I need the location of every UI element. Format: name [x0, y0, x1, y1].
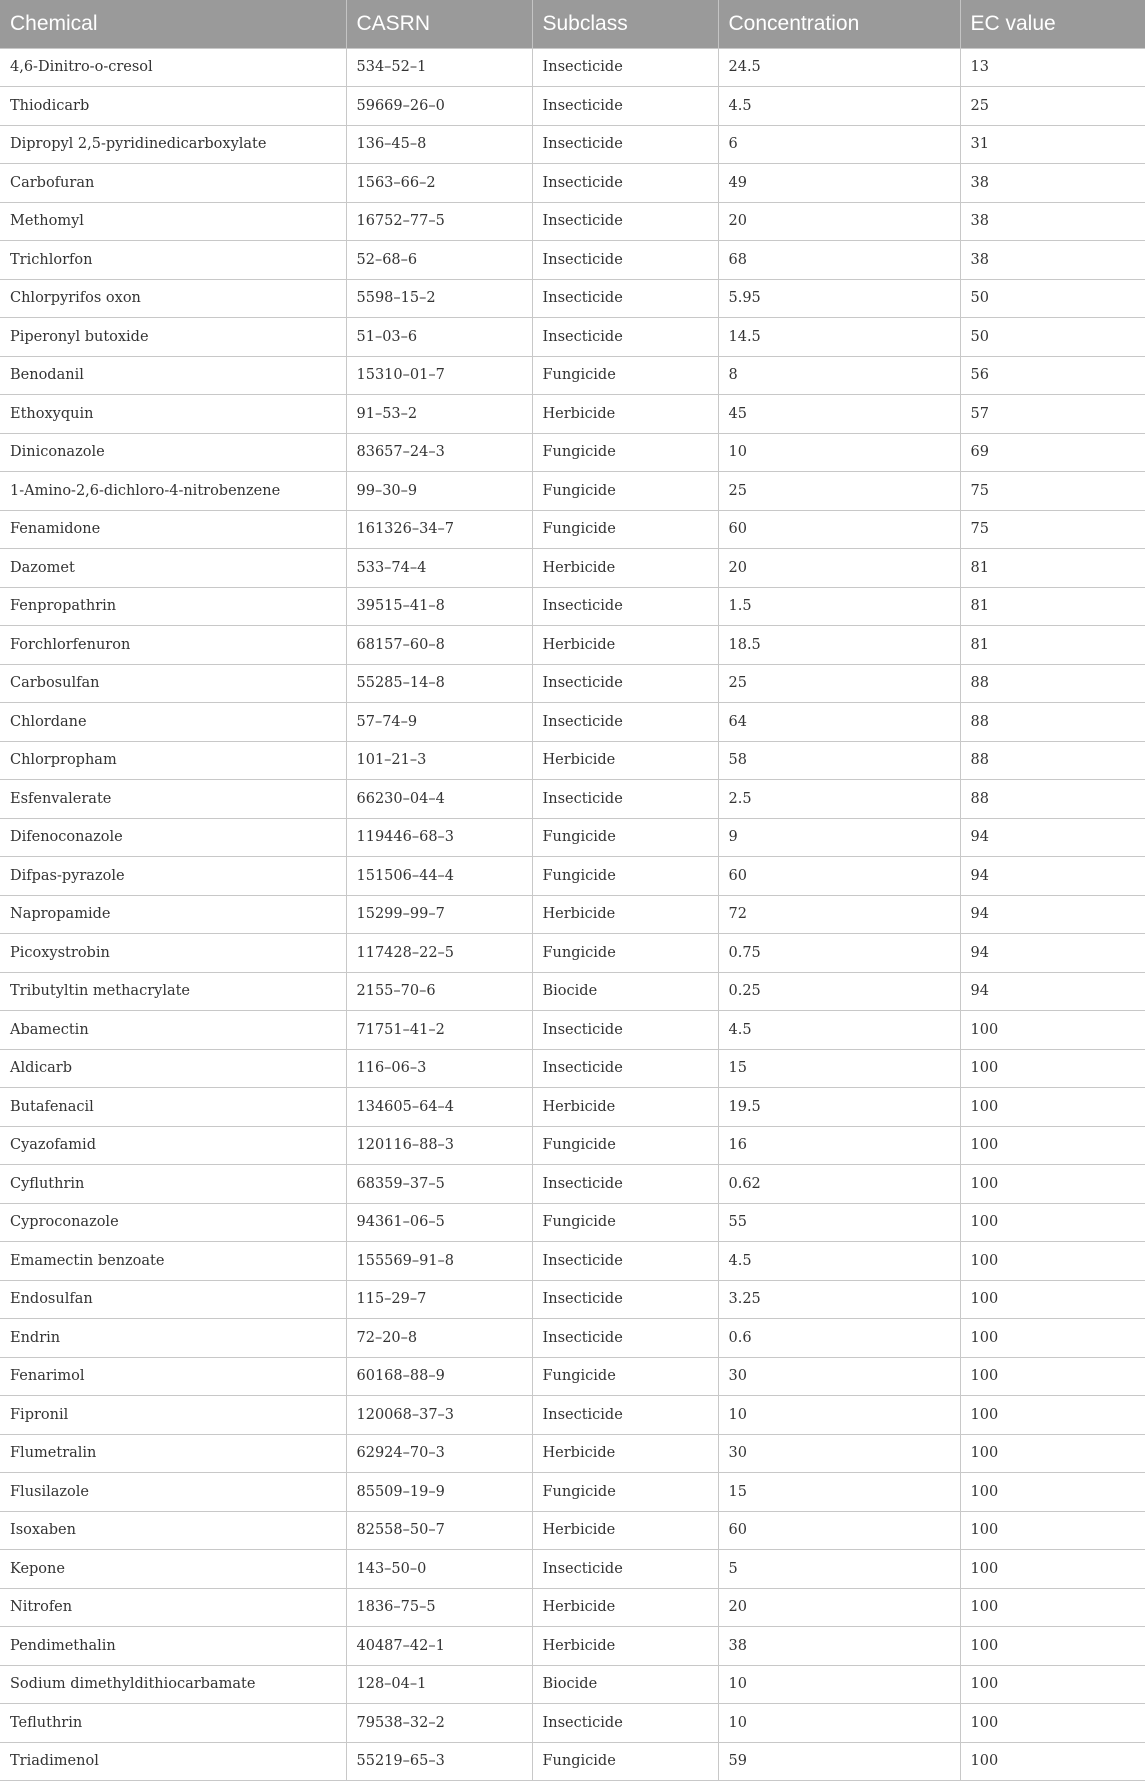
- table-row: [0, 241, 1145, 280]
- table-row: [0, 780, 1145, 819]
- table-row: [0, 472, 1145, 511]
- cell-subclass: Herbicide: [532, 1511, 718, 1550]
- cell-ec-value: 100: [960, 1434, 1145, 1473]
- cell-concentration: 0.62: [718, 1165, 960, 1204]
- cell-concentration: 45: [718, 395, 960, 434]
- table-row: [0, 934, 1145, 973]
- cell-chemical: Fenamidone: [0, 510, 346, 549]
- table-header: [0, 0, 1145, 48]
- cell-ec-value: 100: [960, 1627, 1145, 1666]
- table-row: [0, 549, 1145, 588]
- cell-subclass: Insecticide: [532, 1049, 718, 1088]
- cell-concentration: 5.95: [718, 279, 960, 318]
- table-row: [0, 587, 1145, 626]
- cell-casrn: 120068–37–3: [346, 1396, 532, 1435]
- cell-concentration: 10: [718, 1665, 960, 1704]
- cell-concentration: 59: [718, 1742, 960, 1781]
- cell-concentration: 60: [718, 510, 960, 549]
- cell-concentration: 5: [718, 1550, 960, 1589]
- cell-concentration: 64: [718, 703, 960, 742]
- table-row: [0, 1434, 1145, 1473]
- cell-casrn: 115–29–7: [346, 1280, 532, 1319]
- table-row: [0, 1588, 1145, 1627]
- table-row: [0, 1242, 1145, 1281]
- cell-ec-value: 100: [960, 1049, 1145, 1088]
- cell-chemical: Butafenacil: [0, 1088, 346, 1127]
- cell-ec-value: 100: [960, 1665, 1145, 1704]
- cell-casrn: 1563–66–2: [346, 164, 532, 203]
- cell-subclass: Herbicide: [532, 895, 718, 934]
- cell-casrn: 134605–64–4: [346, 1088, 532, 1127]
- cell-casrn: 15299–99–7: [346, 895, 532, 934]
- cell-concentration: 10: [718, 1704, 960, 1743]
- cell-chemical: Endrin: [0, 1319, 346, 1358]
- cell-subclass: Fungicide: [532, 818, 718, 857]
- cell-chemical: Cyfluthrin: [0, 1165, 346, 1204]
- cell-ec-value: 100: [960, 1165, 1145, 1204]
- cell-casrn: 15310–01–7: [346, 356, 532, 395]
- cell-chemical: Esfenvalerate: [0, 780, 346, 819]
- header-casrn: CASRN: [346, 0, 532, 48]
- cell-casrn: 151506–44–4: [346, 857, 532, 896]
- table-row: [0, 664, 1145, 703]
- cell-subclass: Herbicide: [532, 626, 718, 665]
- header-subclass: Subclass: [532, 0, 718, 48]
- cell-chemical: Triadimenol: [0, 1742, 346, 1781]
- table-row: [0, 1088, 1145, 1127]
- cell-casrn: 99–30–9: [346, 472, 532, 511]
- cell-chemical: Pendimethalin: [0, 1627, 346, 1666]
- cell-subclass: Insecticide: [532, 1319, 718, 1358]
- cell-ec-value: 88: [960, 664, 1145, 703]
- cell-chemical: Piperonyl butoxide: [0, 318, 346, 357]
- cell-concentration: 25: [718, 472, 960, 511]
- cell-casrn: 68157–60–8: [346, 626, 532, 665]
- cell-casrn: 117428–22–5: [346, 934, 532, 973]
- cell-subclass: Insecticide: [532, 202, 718, 241]
- cell-casrn: 60168–88–9: [346, 1357, 532, 1396]
- table-row: [0, 1511, 1145, 1550]
- cell-concentration: 16: [718, 1126, 960, 1165]
- cell-ec-value: 100: [960, 1203, 1145, 1242]
- cell-subclass: Insecticide: [532, 587, 718, 626]
- cell-subclass: Herbicide: [532, 741, 718, 780]
- table-row: [0, 1550, 1145, 1589]
- cell-subclass: Herbicide: [532, 1627, 718, 1666]
- cell-ec-value: 38: [960, 202, 1145, 241]
- table-row: [0, 1011, 1145, 1050]
- cell-subclass: Insecticide: [532, 1396, 718, 1435]
- table-row: [0, 1165, 1145, 1204]
- cell-chemical: Flumetralin: [0, 1434, 346, 1473]
- cell-subclass: Fungicide: [532, 934, 718, 973]
- cell-ec-value: 100: [960, 1588, 1145, 1627]
- cell-casrn: 116–06–3: [346, 1049, 532, 1088]
- cell-ec-value: 100: [960, 1396, 1145, 1435]
- cell-chemical: Diniconazole: [0, 433, 346, 472]
- cell-ec-value: 94: [960, 895, 1145, 934]
- header-chemical: Chemical: [0, 0, 346, 48]
- cell-concentration: 20: [718, 549, 960, 588]
- cell-casrn: 85509–19–9: [346, 1473, 532, 1512]
- cell-subclass: Biocide: [532, 972, 718, 1011]
- cell-ec-value: 56: [960, 356, 1145, 395]
- cell-concentration: 10: [718, 1396, 960, 1435]
- cell-chemical: Abamectin: [0, 1011, 346, 1050]
- cell-chemical: Carbosulfan: [0, 664, 346, 703]
- cell-casrn: 79538–32–2: [346, 1704, 532, 1743]
- cell-subclass: Fungicide: [532, 1742, 718, 1781]
- cell-chemical: Ethoxyquin: [0, 395, 346, 434]
- table-row: [0, 164, 1145, 203]
- cell-concentration: 49: [718, 164, 960, 203]
- cell-casrn: 52–68–6: [346, 241, 532, 280]
- cell-ec-value: 100: [960, 1704, 1145, 1743]
- cell-subclass: Insecticide: [532, 125, 718, 164]
- cell-concentration: 0.25: [718, 972, 960, 1011]
- table-row: [0, 318, 1145, 357]
- cell-chemical: Chlorpyrifos oxon: [0, 279, 346, 318]
- cell-subclass: Fungicide: [532, 356, 718, 395]
- cell-subclass: Fungicide: [532, 1126, 718, 1165]
- table-row: [0, 1319, 1145, 1358]
- cell-chemical: Forchlorfenuron: [0, 626, 346, 665]
- cell-chemical: Benodanil: [0, 356, 346, 395]
- cell-concentration: 20: [718, 202, 960, 241]
- cell-chemical: Trichlorfon: [0, 241, 346, 280]
- cell-subclass: Insecticide: [532, 1550, 718, 1589]
- cell-concentration: 24.5: [718, 48, 960, 87]
- header-ec-value: EC value: [960, 0, 1145, 48]
- cell-ec-value: 38: [960, 164, 1145, 203]
- cell-subclass: Fungicide: [532, 433, 718, 472]
- cell-casrn: 161326–34–7: [346, 510, 532, 549]
- cell-subclass: Insecticide: [532, 1704, 718, 1743]
- cell-ec-value: 57: [960, 395, 1145, 434]
- table-row: [0, 1473, 1145, 1512]
- cell-concentration: 19.5: [718, 1088, 960, 1127]
- cell-concentration: 18.5: [718, 626, 960, 665]
- table-row: [0, 1396, 1145, 1435]
- cell-chemical: Methomyl: [0, 202, 346, 241]
- cell-subclass: Insecticide: [532, 1242, 718, 1281]
- cell-concentration: 30: [718, 1434, 960, 1473]
- header-row: [0, 0, 1145, 48]
- cell-casrn: 1836–75–5: [346, 1588, 532, 1627]
- cell-concentration: 14.5: [718, 318, 960, 357]
- cell-concentration: 4.5: [718, 1011, 960, 1050]
- table-row: [0, 1742, 1145, 1781]
- table-body: [0, 48, 1145, 1781]
- header-concentration: Concentration: [718, 0, 960, 48]
- cell-ec-value: 31: [960, 125, 1145, 164]
- cell-ec-value: 50: [960, 318, 1145, 357]
- cell-chemical: Dazomet: [0, 549, 346, 588]
- cell-subclass: Insecticide: [532, 164, 718, 203]
- cell-casrn: 534–52–1: [346, 48, 532, 87]
- cell-concentration: 55: [718, 1203, 960, 1242]
- cell-casrn: 62924–70–3: [346, 1434, 532, 1473]
- cell-chemical: Emamectin benzoate: [0, 1242, 346, 1281]
- cell-concentration: 15: [718, 1473, 960, 1512]
- cell-subclass: Herbicide: [532, 395, 718, 434]
- table-row: [0, 857, 1145, 896]
- cell-casrn: 59669–26–0: [346, 87, 532, 126]
- cell-chemical: Cyazofamid: [0, 1126, 346, 1165]
- cell-ec-value: 88: [960, 703, 1145, 742]
- cell-concentration: 68: [718, 241, 960, 280]
- cell-ec-value: 100: [960, 1550, 1145, 1589]
- table-row: [0, 1357, 1145, 1396]
- cell-chemical: Tributyltin methacrylate: [0, 972, 346, 1011]
- cell-chemical: Aldicarb: [0, 1049, 346, 1088]
- table-row: [0, 1627, 1145, 1666]
- cell-ec-value: 94: [960, 972, 1145, 1011]
- cell-chemical: Fenarimol: [0, 1357, 346, 1396]
- cell-subclass: Insecticide: [532, 703, 718, 742]
- cell-concentration: 4.5: [718, 1242, 960, 1281]
- cell-concentration: 0.6: [718, 1319, 960, 1358]
- cell-subclass: Insecticide: [532, 664, 718, 703]
- cell-ec-value: 13: [960, 48, 1145, 87]
- cell-chemical: Difpas-pyrazole: [0, 857, 346, 896]
- cell-ec-value: 94: [960, 934, 1145, 973]
- cell-casrn: 136–45–8: [346, 125, 532, 164]
- cell-ec-value: 88: [960, 741, 1145, 780]
- cell-concentration: 6: [718, 125, 960, 164]
- cell-ec-value: 88: [960, 780, 1145, 819]
- cell-casrn: 91–53–2: [346, 395, 532, 434]
- table-row: [0, 741, 1145, 780]
- cell-ec-value: 94: [960, 857, 1145, 896]
- cell-ec-value: 38: [960, 241, 1145, 280]
- cell-subclass: Insecticide: [532, 87, 718, 126]
- cell-casrn: 5598–15–2: [346, 279, 532, 318]
- cell-subclass: Herbicide: [532, 1434, 718, 1473]
- cell-concentration: 4.5: [718, 87, 960, 126]
- cell-concentration: 3.25: [718, 1280, 960, 1319]
- cell-subclass: Insecticide: [532, 318, 718, 357]
- table-row: [0, 87, 1145, 126]
- cell-ec-value: 100: [960, 1319, 1145, 1358]
- cell-chemical: Carbofuran: [0, 164, 346, 203]
- cell-concentration: 2.5: [718, 780, 960, 819]
- cell-casrn: 101–21–3: [346, 741, 532, 780]
- cell-subclass: Fungicide: [532, 1473, 718, 1512]
- cell-casrn: 120116–88–3: [346, 1126, 532, 1165]
- cell-subclass: Herbicide: [532, 549, 718, 588]
- cell-chemical: Cyproconazole: [0, 1203, 346, 1242]
- cell-subclass: Biocide: [532, 1665, 718, 1704]
- cell-subclass: Insecticide: [532, 48, 718, 87]
- table-row: [0, 1704, 1145, 1743]
- cell-casrn: 533–74–4: [346, 549, 532, 588]
- cell-casrn: 68359–37–5: [346, 1165, 532, 1204]
- cell-ec-value: 75: [960, 472, 1145, 511]
- cell-casrn: 83657–24–3: [346, 433, 532, 472]
- cell-casrn: 2155–70–6: [346, 972, 532, 1011]
- table-row: [0, 703, 1145, 742]
- cell-concentration: 20: [718, 1588, 960, 1627]
- table-row: [0, 48, 1145, 87]
- table-row: [0, 1126, 1145, 1165]
- cell-chemical: Chlordane: [0, 703, 346, 742]
- cell-concentration: 60: [718, 857, 960, 896]
- cell-ec-value: 100: [960, 1473, 1145, 1512]
- cell-ec-value: 81: [960, 587, 1145, 626]
- cell-casrn: 16752–77–5: [346, 202, 532, 241]
- cell-chemical: Endosulfan: [0, 1280, 346, 1319]
- cell-chemical: Thiodicarb: [0, 87, 346, 126]
- cell-chemical: Picoxystrobin: [0, 934, 346, 973]
- cell-casrn: 128–04–1: [346, 1665, 532, 1704]
- table-row: [0, 395, 1145, 434]
- cell-ec-value: 100: [960, 1742, 1145, 1781]
- cell-concentration: 15: [718, 1049, 960, 1088]
- cell-casrn: 51–03–6: [346, 318, 532, 357]
- cell-concentration: 58: [718, 741, 960, 780]
- cell-subclass: Insecticide: [532, 1011, 718, 1050]
- cell-casrn: 55219–65–3: [346, 1742, 532, 1781]
- cell-chemical: Kepone: [0, 1550, 346, 1589]
- table-row: [0, 1049, 1145, 1088]
- cell-subclass: Insecticide: [532, 1280, 718, 1319]
- cell-chemical: Dipropyl 2,5-pyridinedicarboxylate: [0, 125, 346, 164]
- cell-subclass: Insecticide: [532, 1165, 718, 1204]
- cell-ec-value: 50: [960, 279, 1145, 318]
- cell-casrn: 72–20–8: [346, 1319, 532, 1358]
- cell-ec-value: 100: [960, 1357, 1145, 1396]
- table-row: [0, 279, 1145, 318]
- cell-subclass: Fungicide: [532, 510, 718, 549]
- cell-chemical: Chlorpropham: [0, 741, 346, 780]
- table-row: [0, 1665, 1145, 1704]
- table-row: [0, 818, 1145, 857]
- cell-chemical: Napropamide: [0, 895, 346, 934]
- cell-casrn: 57–74–9: [346, 703, 532, 742]
- cell-chemical: Sodium dimethyldithiocarbamate: [0, 1665, 346, 1704]
- cell-chemical: Isoxaben: [0, 1511, 346, 1550]
- cell-chemical: Difenoconazole: [0, 818, 346, 857]
- cell-chemical: 4,6-Dinitro-o-cresol: [0, 48, 346, 87]
- cell-concentration: 25: [718, 664, 960, 703]
- table-row: [0, 202, 1145, 241]
- cell-concentration: 38: [718, 1627, 960, 1666]
- table-row: [0, 895, 1145, 934]
- cell-chemical: Flusilazole: [0, 1473, 346, 1512]
- cell-ec-value: 25: [960, 87, 1145, 126]
- cell-chemical: 1-Amino-2,6-dichloro-4-nitrobenzene: [0, 472, 346, 511]
- cell-ec-value: 81: [960, 549, 1145, 588]
- table-row: [0, 356, 1145, 395]
- cell-concentration: 9: [718, 818, 960, 857]
- cell-ec-value: 81: [960, 626, 1145, 665]
- cell-ec-value: 100: [960, 1011, 1145, 1050]
- cell-subclass: Fungicide: [532, 857, 718, 896]
- cell-chemical: Nitrofen: [0, 1588, 346, 1627]
- cell-concentration: 1.5: [718, 587, 960, 626]
- cell-casrn: 119446–68–3: [346, 818, 532, 857]
- cell-ec-value: 100: [960, 1280, 1145, 1319]
- cell-subclass: Insecticide: [532, 780, 718, 819]
- cell-concentration: 0.75: [718, 934, 960, 973]
- cell-subclass: Fungicide: [532, 1203, 718, 1242]
- cell-casrn: 55285–14–8: [346, 664, 532, 703]
- cell-casrn: 40487–42–1: [346, 1627, 532, 1666]
- cell-casrn: 39515–41–8: [346, 587, 532, 626]
- cell-ec-value: 100: [960, 1126, 1145, 1165]
- cell-chemical: Fenpropathrin: [0, 587, 346, 626]
- cell-subclass: Insecticide: [532, 241, 718, 280]
- cell-subclass: Fungicide: [532, 472, 718, 511]
- cell-concentration: 30: [718, 1357, 960, 1396]
- cell-ec-value: 100: [960, 1088, 1145, 1127]
- cell-ec-value: 100: [960, 1511, 1145, 1550]
- table-row: [0, 125, 1145, 164]
- cell-concentration: 60: [718, 1511, 960, 1550]
- table-row: [0, 510, 1145, 549]
- cell-casrn: 155569–91–8: [346, 1242, 532, 1281]
- table-row: [0, 1280, 1145, 1319]
- cell-subclass: Fungicide: [532, 1357, 718, 1396]
- table-row: [0, 972, 1145, 1011]
- cell-chemical: Tefluthrin: [0, 1704, 346, 1743]
- cell-ec-value: 94: [960, 818, 1145, 857]
- table-row: [0, 626, 1145, 665]
- cell-casrn: 82558–50–7: [346, 1511, 532, 1550]
- cell-chemical: Fipronil: [0, 1396, 346, 1435]
- cell-concentration: 72: [718, 895, 960, 934]
- cell-ec-value: 75: [960, 510, 1145, 549]
- cell-ec-value: 100: [960, 1242, 1145, 1281]
- cell-subclass: Insecticide: [532, 279, 718, 318]
- cell-casrn: 66230–04–4: [346, 780, 532, 819]
- cell-subclass: Herbicide: [532, 1588, 718, 1627]
- cell-ec-value: 69: [960, 433, 1145, 472]
- cell-casrn: 143–50–0: [346, 1550, 532, 1589]
- cell-concentration: 8: [718, 356, 960, 395]
- table-row: [0, 433, 1145, 472]
- cell-subclass: Herbicide: [532, 1088, 718, 1127]
- cell-casrn: 71751–41–2: [346, 1011, 532, 1050]
- cell-concentration: 10: [718, 433, 960, 472]
- table-row: [0, 1203, 1145, 1242]
- cell-casrn: 94361–06–5: [346, 1203, 532, 1242]
